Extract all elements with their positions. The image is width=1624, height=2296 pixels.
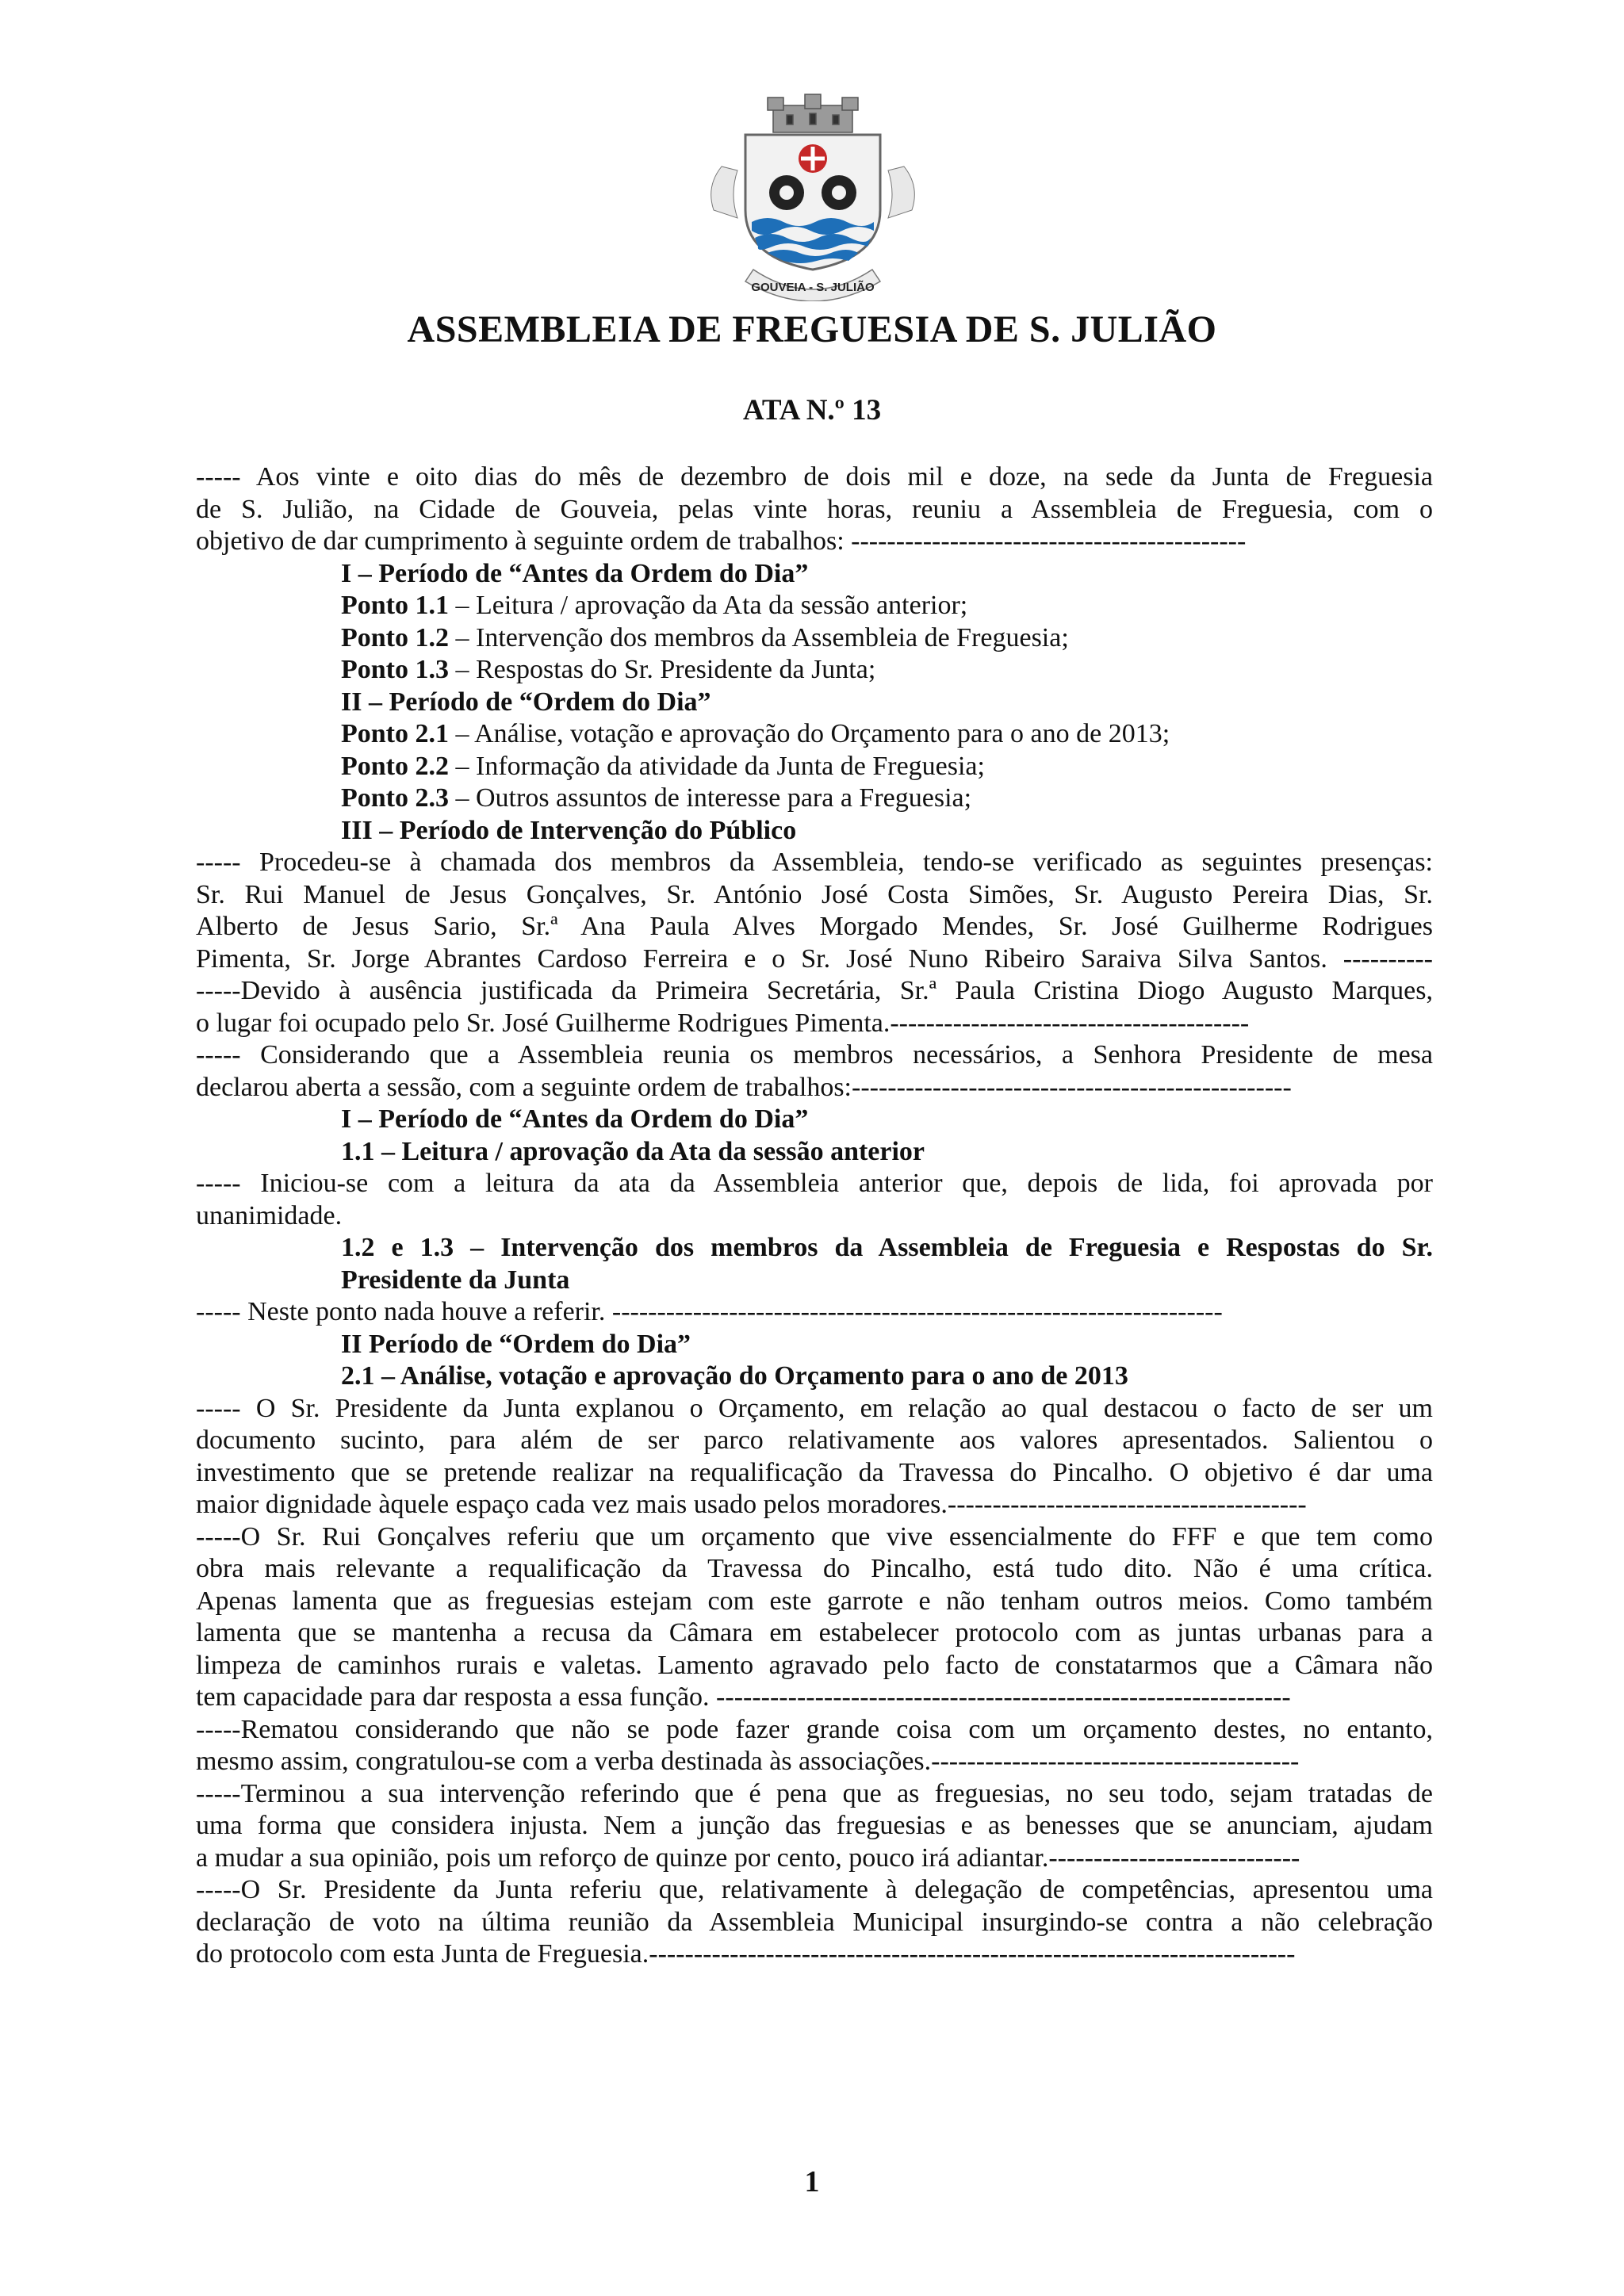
text-line: Pimenta, Sr. Jorge Abrantes Cardoso Ferreira e o Sr. José Nuno Ribeiro Saraiva Silva Santos. ----------: [196, 943, 1433, 974]
text-line: limpeza de caminhos rurais e valetas. Lamento agravado pelo facto de constatarmos que a Câmara não: [196, 1650, 1433, 1680]
text-line: unanimidade.: [196, 1200, 343, 1230]
agenda-item-text: – Leitura / aprovação da Ata da sessão anterior;: [455, 591, 968, 620]
text-line: Alberto de Jesus Sario, Sr.ª Ana Paula Alves Morgado Mendes, Sr. José Guilherme Rodrigues: [196, 912, 1433, 941]
agenda-item-text: – Informação da atividade da Junta de Freguesia;: [455, 751, 985, 781]
text-line: declaração de voto na última reunião da Assembleia Municipal insurgindo-se contra a não celebração: [196, 1907, 1433, 1937]
agenda-item-text: – Análise, votação e aprovação do Orçamento para o ano de 2013;: [455, 719, 1170, 748]
text-line: lamenta que se mantenha a recusa da Câmara em estabelecer protocolo com as juntas urbanas para a: [196, 1618, 1433, 1647]
text-line: do protocolo com esta Junta de Freguesia.------------------------------------------------------------------------: [196, 1939, 1296, 1969]
section-heading: III – Período de Intervenção do Público: [341, 815, 797, 845]
text-line: o lugar foi ocupado pelo Sr. José Guilherme Rodrigues Pimenta.----------------------------------------: [196, 1008, 1250, 1038]
text-line: mesmo assim, congratulou-se com a verba destinada às associações.-----------------------------------------: [196, 1747, 1300, 1776]
agenda-item-label: Ponto 1.2: [341, 622, 449, 652]
agenda-item-text: – Respostas do Sr. Presidente da Junta;: [455, 655, 876, 684]
text-line: -----Devido à ausência justificada da Primeira Secretária, Sr.ª Paula Cristina Diogo Augusto Marques,: [196, 976, 1433, 1005]
text-line: tem capacidade para dar resposta a essa função. ----------------------------------------------------------------: [196, 1682, 1291, 1712]
document-title: ASSEMBLEIA DE FREGUESIA DE S. JULIÃO: [407, 308, 1217, 350]
agenda-item: [196, 718, 1433, 751]
crest-ribbon-text: GOUVEIA - S. JULIÃO: [751, 281, 875, 294]
section-heading: I – Período de “Antes da Ordem do Dia”: [341, 558, 809, 588]
text-line: objetivo de dar cumprimento à seguinte ordem de trabalhos: --------------------------------------------: [196, 526, 1247, 556]
parish-coat-of-arms: [698, 91, 928, 301]
minutes-body: [196, 461, 1433, 1971]
text-line: ----- Aos vinte e oito dias do mês de dezembro de dois mil e doze, na sede da Junta de Freguesia: [196, 462, 1433, 492]
subsection-heading: Presidente da Junta: [341, 1265, 570, 1295]
text-line: -----Terminou a sua intervenção referindo que é pena que as freguesias, no seu todo, sejam tratadas de: [196, 1778, 1433, 1808]
text-line: -----Rematou considerando que não se pode fazer grande coisa com um orçamento destes, no entanto,: [196, 1714, 1433, 1744]
agenda-item: [196, 751, 1433, 783]
subsection-heading: 1.2 e 1.3 – Intervenção dos membros da Assembleia de Freguesia e Respostas do Sr.: [341, 1233, 1433, 1262]
agenda-item-label: Ponto 2.3: [341, 783, 449, 813]
agenda-item-label: Ponto 2.1: [341, 719, 449, 748]
agenda-item: [196, 622, 1433, 655]
text-line: Apenas lamenta que as freguesias estejam com este garrote e não tenham outros meios. Como também: [196, 1586, 1433, 1616]
agenda-item: [196, 783, 1433, 815]
text-line: ----- Procedeu-se à chamada dos membros da Assembleia, tendo-se verificado as seguintes presenças:: [196, 848, 1433, 877]
subsection-heading: 2.1 – Análise, votação e aprovação do Orçamento para o ano de 2013: [341, 1361, 1128, 1391]
text-line: ----- Considerando que a Assembleia reunia os membros necessários, a Senhora Presidente de mesa: [196, 1040, 1433, 1070]
section-heading: II Período de “Ordem do Dia”: [341, 1329, 691, 1359]
section-heading: I – Período de “Antes da Ordem do Dia”: [341, 1104, 809, 1134]
text-line: uma forma que considera injusta. Nem a junção das freguesias e as benesses que se anunciam, ajudam: [196, 1811, 1433, 1840]
agenda-item-label: Ponto 1.3: [341, 655, 449, 684]
text-line: investimento que se pretende realizar na requalificação da Travessa do Pincalho. O objetivo é dar uma: [196, 1457, 1433, 1487]
page-number: 1: [804, 2165, 820, 2198]
agenda-item-text: – Intervenção dos membros da Assembleia de Freguesia;: [455, 622, 1069, 652]
agenda-item: [196, 654, 1433, 687]
section-heading: II – Período de “Ordem do Dia”: [341, 687, 711, 717]
text-line: Sr. Rui Manuel de Jesus Gonçalves, Sr. António José Costa Simões, Sr. Augusto Pereira Dias, Sr.: [196, 879, 1433, 909]
agenda-item-text: – Outros assuntos de interesse para a Freguesia;: [455, 783, 972, 813]
minutes-number: ATA N.º 13: [742, 394, 882, 427]
text-line: a mudar a sua opinião, pois um reforço de quinze por cento, pouco irá adiantar.----------------------------: [196, 1843, 1300, 1873]
text-line: ----- Neste ponto nada houve a referir. --------------------------------------------------------------------: [196, 1297, 1223, 1326]
agenda-item-label: Ponto 2.2: [341, 751, 449, 781]
text-line: declarou aberta a sessão, com a seguinte ordem de trabalhos:-------------------------------------------------: [196, 1072, 1292, 1102]
agenda-item: [196, 590, 1433, 622]
agenda-item-label: Ponto 1.1: [341, 591, 449, 620]
text-line: obra mais relevante a requalificação da Travessa do Pincalho, está tudo dito. Não é uma crítica.: [196, 1554, 1433, 1583]
subsection-heading: 1.1 – Leitura / aprovação da Ata da sessão anterior: [341, 1136, 925, 1166]
text-line: -----O Sr. Presidente da Junta referiu que, relativamente à delegação de competências, apresentou uma: [196, 1875, 1433, 1904]
text-line: de S. Julião, na Cidade de Gouveia, pelas vinte horas, reuniu a Assembleia de Freguesia, com o: [196, 494, 1433, 524]
text-line: -----O Sr. Rui Gonçalves referiu que um orçamento que vive essencialmente do FFF e que tem como: [196, 1521, 1433, 1552]
text-line: documento sucinto, para além de ser parco relativamente aos valores apresentados. Salientou o: [196, 1425, 1433, 1455]
text-line: ----- O Sr. Presidente da Junta explanou o Orçamento, em relação ao qual destacou o facto de ser um: [196, 1393, 1433, 1423]
text-line: maior dignidade àquele espaço cada vez mais usado pelos moradores.----------------------------------------: [196, 1490, 1307, 1519]
text-line: ----- Iniciou-se com a leitura da ata da Assembleia anterior que, depois de lida, foi aprovada por: [196, 1169, 1433, 1198]
